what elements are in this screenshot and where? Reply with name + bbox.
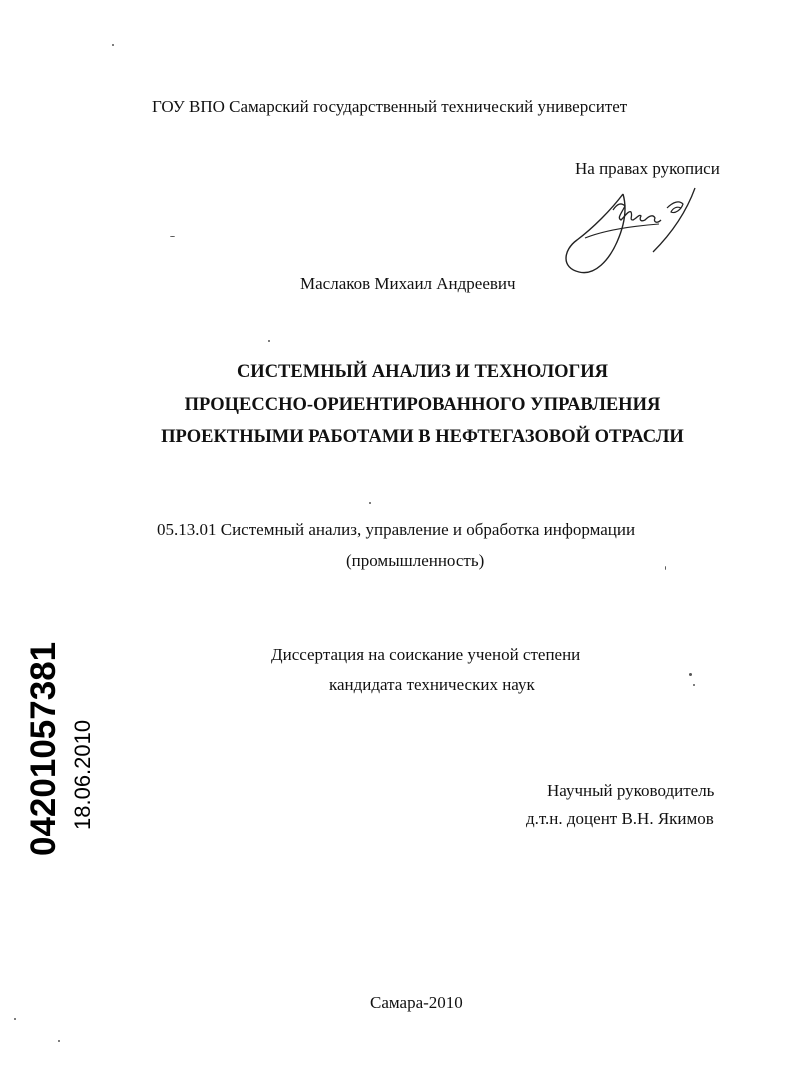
scan-speck [112,44,114,46]
degree-name: кандидата технических наук [329,675,535,694]
scan-speck [268,340,270,342]
library-stamp-date [70,700,96,830]
scan-speck [693,684,695,686]
scan-speck [58,1040,60,1042]
stamp-date-text: 18.06.2010 [70,719,95,830]
scan-speck [14,1018,16,1020]
scan-speck [689,673,692,676]
supervisor-name: д.т.н. доцент В.Н. Якимов [526,809,714,828]
specialty-code: 05.13.01 Системный анализ, управление и обработка информации [157,520,636,539]
stamp-number-text: 04201057381 [24,641,63,856]
scan-speck [170,236,175,237]
university-name: ГОУ ВПО Самарский государственный технический университет [152,97,628,116]
city-year: Самара-2010 [370,993,463,1012]
thesis-title-line-2: ПРОЦЕССНО-ОРИЕНТИРОВАННОГО УПРАВЛЕНИЯ [184,395,661,415]
manuscript-rights-note: На правах рукописи [575,159,720,178]
specialty-branch: (промышленность) [346,551,485,570]
thesis-title-line-3: ПРОЕКТНЫМИ РАБОТАМИ В НЕФТЕГАЗОВОЙ ОТРАСЛИ [161,427,684,447]
thesis-title-line-1: СИСТЕМНЫЙ АНАЛИЗ И ТЕХНОЛОГИЯ [236,362,609,382]
supervisor-label: Научный руководитель [547,781,715,800]
scan-speck [665,566,666,570]
degree-statement: Диссертация на соискание ученой степени [271,645,581,664]
scan-speck [369,502,371,504]
library-stamp-number [26,638,70,856]
author-signature [555,180,705,280]
author-name: Маслаков Михаил Андреевич [300,274,516,293]
